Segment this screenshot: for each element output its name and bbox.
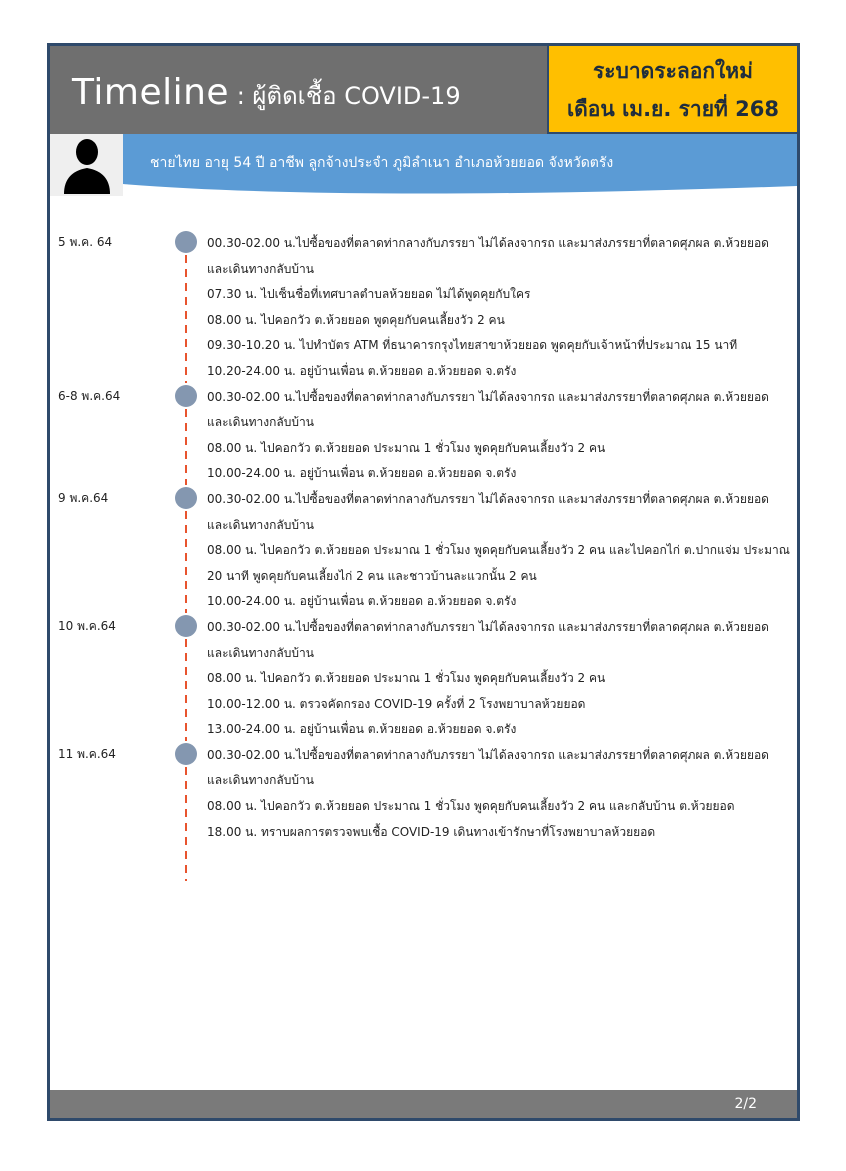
event-item: 08.00 น. ไปคอกวัว ต.ห้วยยอด พูดคุยกับคนเลี้ยงวัว 2 คน: [207, 312, 505, 327]
event-item: 10.20-24.00 น. อยู่บ้านเพื่อน ต.ห้วยยอด อ.ห้วยยอด จ.ตรัง: [207, 363, 517, 378]
timeline-entry: [50, 487, 797, 615]
page-number: 2/2: [734, 1096, 757, 1112]
timeline-connector: [185, 767, 187, 881]
timeline: [50, 231, 797, 845]
profile-band: [50, 134, 797, 198]
timeline-dot: [175, 615, 197, 637]
page-title: [72, 72, 461, 115]
timeline-connector: [185, 639, 187, 741]
entry-date: 5 พ.ค. 64: [58, 235, 113, 249]
entry-events: [207, 743, 792, 845]
band-wave-decoration: [50, 184, 797, 198]
event-item: 09.30-10.20 น. ไปทำบัตร ATM ที่ธนาคารกรุงไทยสาขาห้วยยอด พูดคุยกับเจ้าหน้าที่ประมาณ 15 นาที: [207, 338, 738, 353]
timeline-connector: [185, 255, 187, 383]
timeline-connector: [185, 409, 187, 485]
entry-events: [207, 385, 792, 487]
title-sub: : ผู้ติดเชื้อ COVID-19: [229, 82, 461, 110]
timeline-dot: [175, 231, 197, 253]
event-item: 00.30-02.00 น.ไปซื้อของที่ตลาดท่ากลางกับภรรยา ไม่ได้ลงจากรถ และมาส่งภรรยาที่ตลาดศุภผล ต.ห้วยยอด และเดินทางกลับบ้าน: [207, 389, 769, 430]
title-main: Timeline: [72, 72, 230, 113]
event-item: 13.00-24.00 น. อยู่บ้านเพื่อน ต.ห้วยยอด อ.ห้วยยอด จ.ตรัง: [207, 722, 517, 737]
event-item: 00.30-02.00 น.ไปซื้อของที่ตลาดท่ากลางกับภรรยา ไม่ได้ลงจากรถ และมาส่งภรรยาที่ตลาดศุภผล ต.ห้วยยอด และเดินทางกลับบ้าน: [207, 236, 769, 276]
event-item: 08.00 น. ไปคอกวัว ต.ห้วยยอด ประมาณ 1 ชั่วโมง พูดคุยกับคนเลี้ยงวัว 2 คน และไปคอกไก่ ต.ปากแจ่ม ประมาณ 20 นาที พูดคุยกับคนเลี้ยงไก่ 2 คน และชาวบ้านละแวกนั้น 2 คน: [207, 543, 790, 583]
timeline-document: [47, 43, 800, 1121]
timeline-dot: [175, 743, 197, 765]
entry-date: 6-8 พ.ค.64: [58, 388, 121, 403]
event-item: 00.30-02.00 น.ไปซื้อของที่ตลาดท่ากลางกับภรรยา ไม่ได้ลงจากรถ และมาส่งภรรยาที่ตลาดศุภผล ต.ห้วยยอด และเดินทางกลับบ้าน: [207, 747, 769, 788]
event-item: 18.00 น. ทราบผลการตรวจพบเชื้อ COVID-19 เดินทางเข้ารักษาที่โรงพยาบาลห้วยยอด: [207, 824, 656, 839]
timeline-entry: [50, 743, 797, 845]
entry-events: [207, 615, 792, 743]
event-item: 08.00 น. ไปคอกวัว ต.ห้วยยอด ประมาณ 1 ชั่วโมง พูดคุยกับคนเลี้ยงวัว 2 คน: [207, 671, 606, 686]
event-item: 00.30-02.00 น.ไปซื้อของที่ตลาดท่ากลางกับภรรยา ไม่ได้ลงจากรถ และมาส่งภรรยาที่ตลาดศุภผล ต.ห้วยยอด และเดินทางกลับบ้าน: [207, 619, 769, 660]
event-item: 08.00 น. ไปคอกวัว ต.ห้วยยอด ประมาณ 1 ชั่วโมง พูดคุยกับคนเลี้ยงวัว 2 คน: [207, 440, 606, 455]
footer-bar: [50, 1090, 797, 1118]
event-item: 10.00-24.00 น. อยู่บ้านเพื่อน ต.ห้วยยอด อ.ห้วยยอด จ.ตรัง: [207, 466, 517, 481]
timeline-dot: [175, 385, 197, 407]
timeline-entry: [50, 231, 797, 385]
entry-events: [207, 487, 792, 615]
event-item: 10.00-24.00 น. อยู่บ้านเพื่อน ต.ห้วยยอด อ.ห้วยยอด จ.ตรัง: [207, 594, 517, 609]
person-silhouette-icon: [50, 134, 123, 196]
event-item: 07.30 น. ไปเซ็นชื่อที่เทศบาลตำบลห้วยยอด ไม่ได้พูดคุยกับใคร: [207, 287, 531, 302]
event-item: 08.00 น. ไปคอกวัว ต.ห้วยยอด ประมาณ 1 ชั่วโมง พูดคุยกับคนเลี้ยงวัว 2 คน และกลับบ้าน ต.ห้วยยอด: [207, 799, 735, 814]
entry-date: 9 พ.ค.64: [58, 490, 109, 505]
timeline-connector: [185, 511, 187, 613]
timeline-entry: [50, 385, 797, 487]
event-item: 00.30-02.00 น.ไปซื้อของที่ตลาดท่ากลางกับภรรยา ไม่ได้ลงจากรถ และมาส่งภรรยาที่ตลาดศุภผล ต.ห้วยยอด และเดินทางกลับบ้าน: [207, 491, 769, 532]
timeline-entry: [50, 615, 797, 743]
case-badge: [547, 46, 797, 134]
entry-events: [207, 231, 792, 385]
badge-line-2: เดือน เม.ย. รายที่ 268: [566, 97, 780, 121]
badge-line-1: ระบาดระลอกใหม่: [592, 59, 753, 83]
timeline-dot: [175, 487, 197, 509]
event-item: 10.00-12.00 น. ตรวจคัดกรอง COVID-19 ครั้งที่ 2 โรงพยาบาลห้วยยอด: [207, 696, 586, 711]
profile-description: ชายไทย อายุ 54 ปี อาชีพ ลูกจ้างประจำ ภูมิลำเนา อำเภอห้วยยอด จังหวัดตรัง: [150, 155, 614, 171]
avatar: [50, 134, 123, 196]
header-bar: [50, 46, 797, 134]
entry-date: 10 พ.ค.64: [58, 618, 116, 633]
entry-date: 11 พ.ค.64: [58, 746, 116, 761]
